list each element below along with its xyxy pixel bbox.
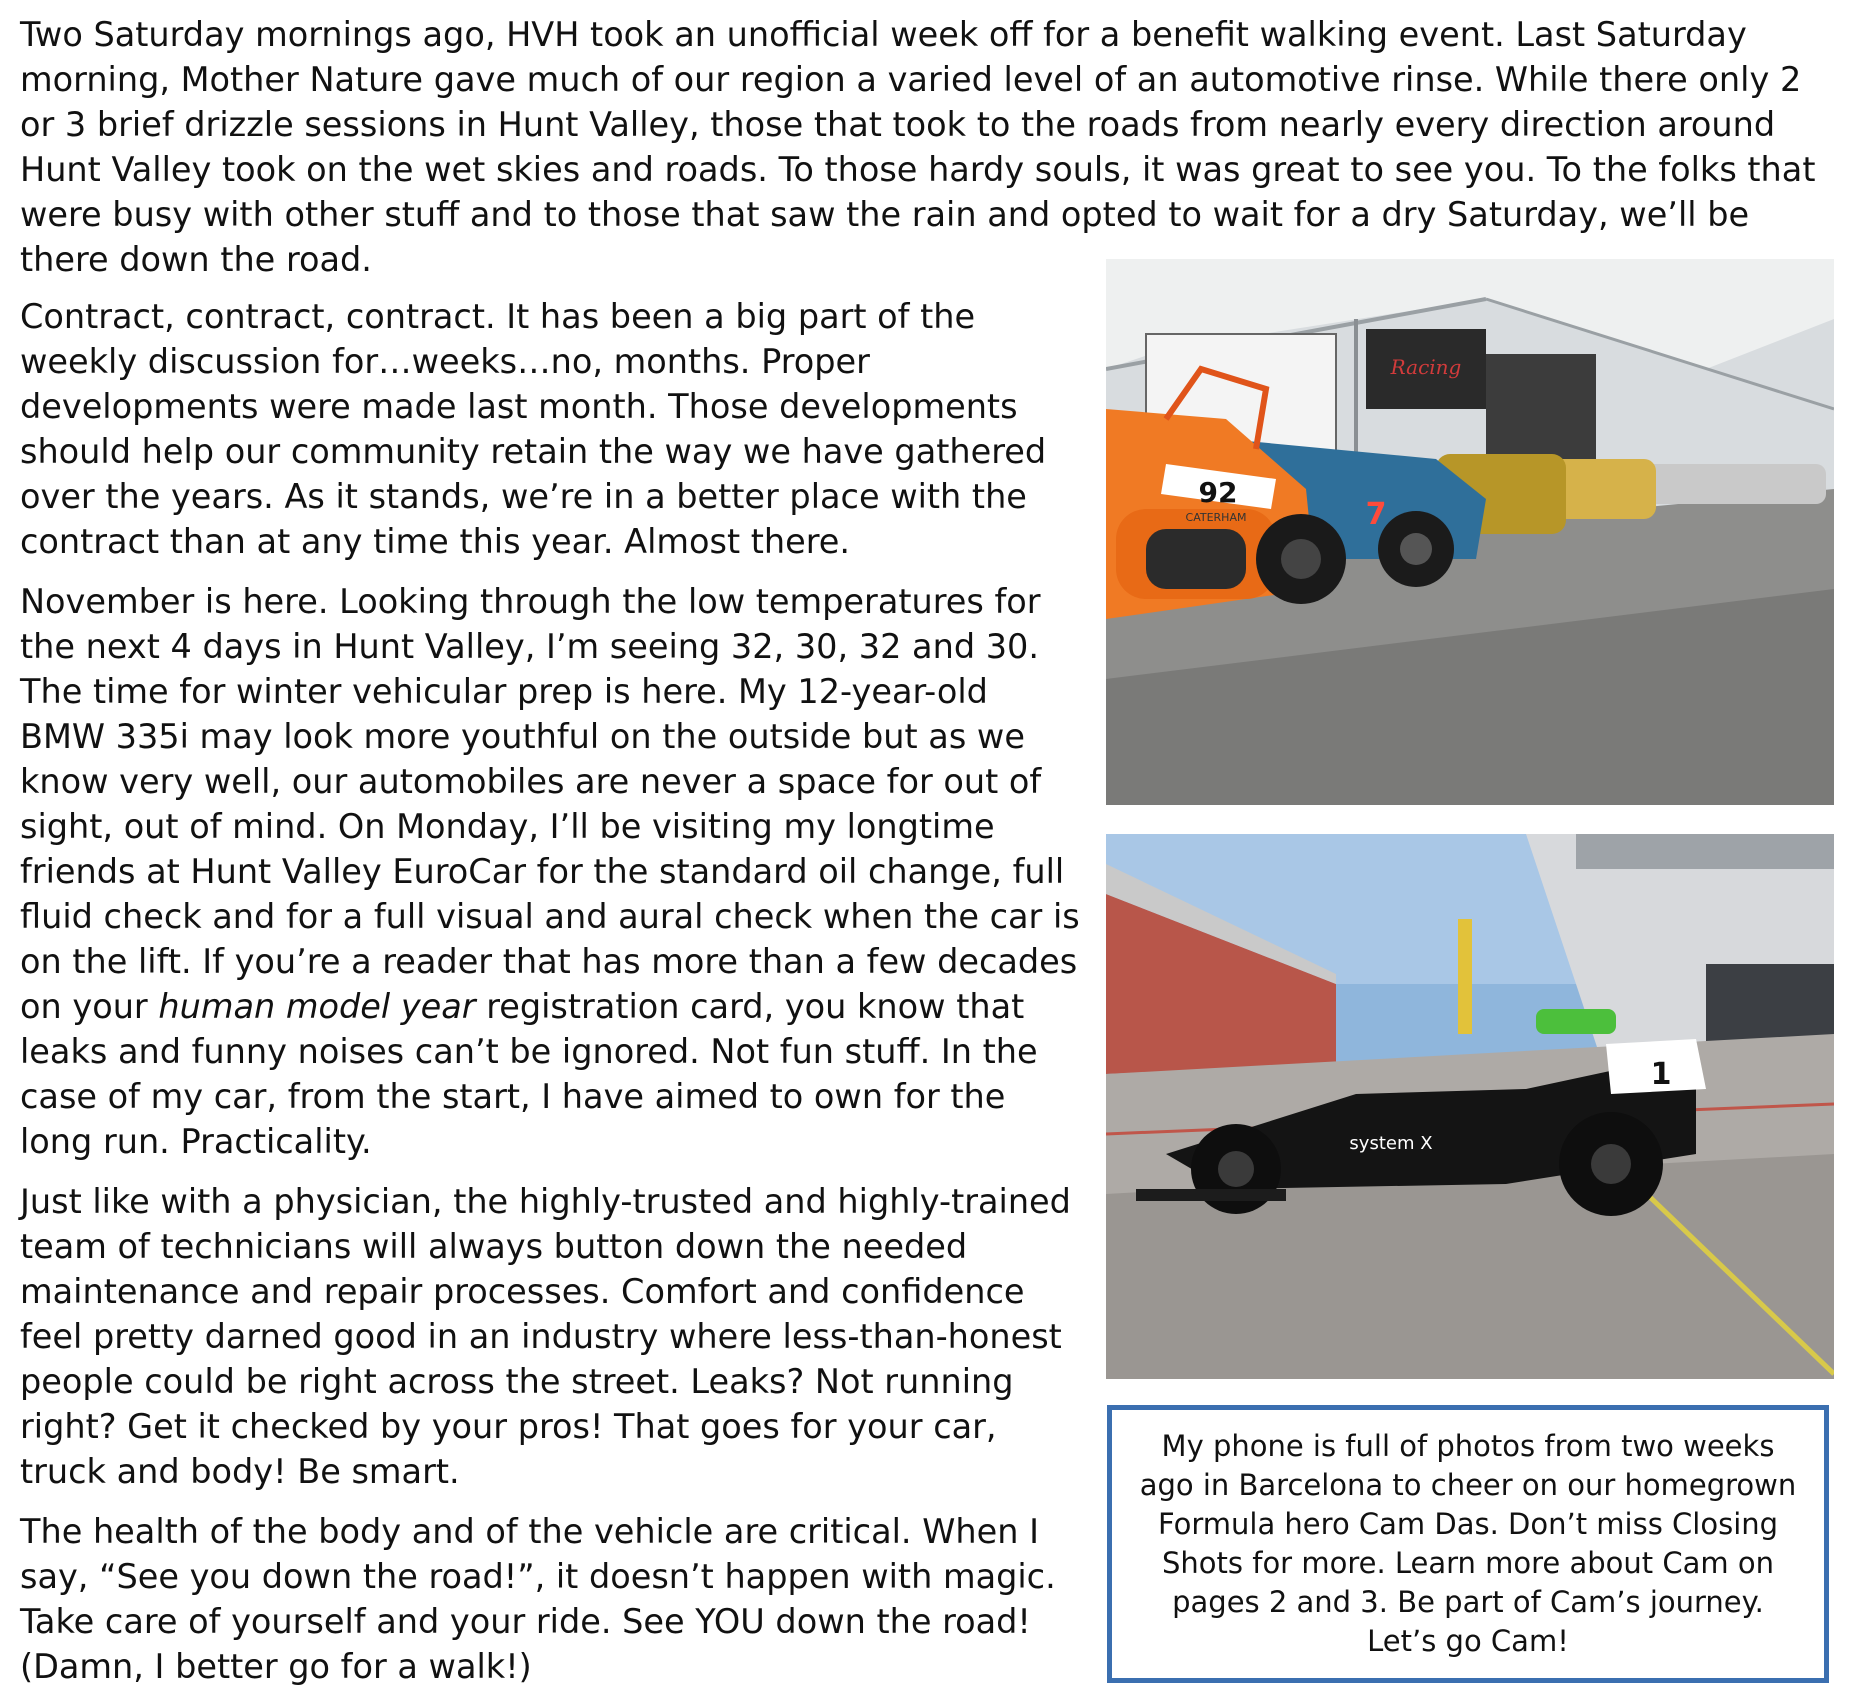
november-italic-phrase: human model year — [158, 987, 476, 1026]
caterham-badge-text: CATERHAM — [1185, 511, 1247, 524]
contract-paragraph: Contract, contract, contract. It has been a big part of the weekly discussion for…weeks…no, months. Proper developments were made last month. Those developments should help our community retain the way we have gathered over the years. As it stands, we’re in a better place with the contract than at any time this year. Almost there. — [20, 297, 1047, 561]
november-text-start: November is here. Looking through the low temperatures for the next 4 days in Hunt Valley, I’m seeing 32, 30, 32 and 30. The time for winter vehicular prep is here. My 12-year-old BMW 335i may look more youthful on the outside but as we know very well, our automobiles are never a space for out of sight, out of mind. On Monday, I’ll be visiting my longtime friends at Hunt Valley EuroCar for the standard oil change, full fluid check and for a full visual and aural check when the car is on the lift. If you’re a reader that has more than a few decades on your — [20, 582, 1080, 1026]
main-column — [20, 294, 1080, 1704]
caterham-paddock-photo — [1106, 259, 1834, 805]
formula-car-illustration — [1106, 834, 1834, 1379]
health-paragraph: The health of the body and of the vehicle are critical. When I say, “See you down the road!”, it doesn’t happen with magic. Take care of yourself and your ride. See YOU down the road! (Damn, I better go for a walk!) — [20, 1512, 1056, 1686]
blue-car-number: 7 — [1365, 497, 1387, 532]
formula-car-number: 1 — [1650, 1057, 1672, 1092]
november-text-end: registration card, you know that leaks and funny noises can’t be ignored. Not fun stuff. In the case of my car, from the start, I have aimed to own for the long run. Practicality. — [20, 987, 1038, 1161]
physician-paragraph: Just like with a physician, the highly-trusted and highly-trained team of technicians will always button down the needed maintenance and repair processes. Comfort and confidence feel pretty darned good in an industry where less-than-honest people could be right across the street. Leaks? Not running right? Get it checked by your pros! That goes for your car, truck and body! Be smart. — [20, 1182, 1071, 1491]
photo-caption-text: My phone is full of photos from two weeks ago in Barcelona to cheer on our homegrown Formula hero Cam Das. Don’t miss Closing Shots for more. Learn more about Cam on pages 2 and 3. Be part of Cam’s journey. Let’s go Cam! — [1139, 1429, 1797, 1658]
racing-banner-text: Racing — [1390, 355, 1462, 379]
photo-caption-box — [1107, 1405, 1829, 1683]
systemx-sponsor-text: system X — [1349, 1133, 1433, 1154]
november-paragraph — [20, 579, 1080, 1164]
orange-car-number: 92 — [1198, 476, 1238, 509]
intro-paragraph: Two Saturday mornings ago, HVH took an unofficial week off for a benefit walking event. Last Saturday morning, Mother Nature gave much of our region a varied level of an automotive rinse. While there only 2 or 3 brief drizzle sessions in Hunt Valley, those that took to the roads from nearly every direction around Hunt Valley took on the wet skies and roads. To those hardy souls, it was great to see you. To the folks that were busy with other stuff and to those that saw the rain and opted to wait for a dry Saturday, we’ll be there down the road. — [20, 15, 1816, 279]
formula-car-pitlane-photo — [1106, 834, 1834, 1379]
caterham-paddock-illustration — [1106, 259, 1834, 805]
